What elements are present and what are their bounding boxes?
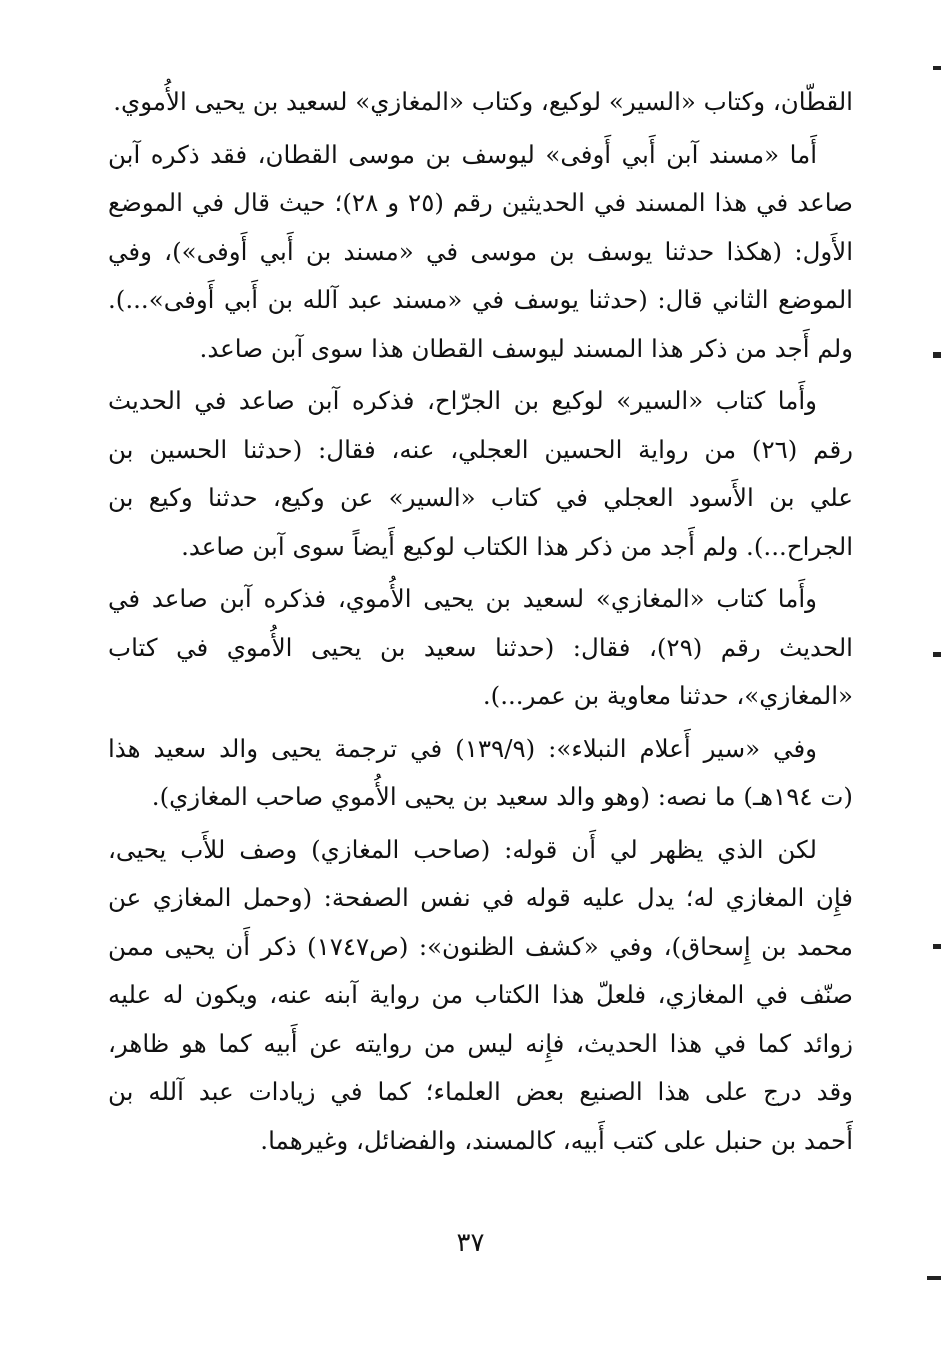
text-line: لكن الذي يظهر لي أَن قوله: (صاحب المغازي) وصف للأَب يحيى، — [108, 834, 817, 864]
paragraph-4 — [108, 575, 853, 721]
text-line: علي بن الأَسود العجلي في كتاب «السير» عن وكيع، حدثنا وكيع بن — [108, 483, 853, 512]
text-line: «المغازي»، حدثنا معاوية بن عمر...). — [482, 681, 853, 710]
text-line: الأَول: (هكذا حدثنا يوسف بن موسى في «مسند بن أَبي أَوفى»)، وفي — [108, 236, 853, 266]
text-line: رقم (٢٦) من رواية الحسين العجلي، عنه، فقال: (حدثنا الحسين بن — [108, 434, 853, 464]
scan-edge-mark — [933, 652, 941, 657]
text-line: زوائد كما في هذا الحديث، فإِنه ليس من روايته عن أَبيه كما هو ظاهر، — [108, 1028, 853, 1058]
text-line: الحديث رقم (٢٩)، فقال: (حدثنا سعيد بن يحيى الأُموي في كتاب — [108, 632, 853, 662]
text-line: وأَما كتاب «السير» لوكيع بن الجرّاح، فذكره آبن صاعد في الحديث — [108, 386, 817, 415]
paragraph-2 — [108, 131, 853, 374]
scan-edge-mark — [933, 352, 941, 358]
text-line: وأَما كتاب «المغازي» لسعيد بن يحيى الأُموي، فذكره آبن صاعد في — [108, 584, 817, 613]
text-line: أَحمد بن حنبل على كتب أَبيه، كالمسند، والفضائل، وغيرهما. — [260, 1125, 853, 1155]
scan-edge-mark — [933, 944, 941, 949]
paragraph-1 — [108, 78, 853, 127]
text-line: صنّف في المغازي، فلعلّ هذا الكتاب من رواية آبنه عنه، ويكون له عليه — [108, 980, 853, 1009]
text-line: محمد بن إِسحاق)، وفي «كشف الظنون»: (ص١٧٤٧) ذكر أَن يحيى ممن — [108, 931, 853, 961]
scan-edge-mark — [927, 1276, 941, 1280]
text-line: صاعد في هذا المسند في الحديثين رقم (٢٥ و ٢٨)؛ حيث قال في الموضع — [108, 188, 853, 217]
paragraph-5 — [108, 725, 853, 822]
body-text — [108, 78, 853, 1165]
text-line: أَما «مسند آبن أَبي أَوفى» ليوسف بن موسى القطان، فقد ذكره آبن — [108, 139, 817, 169]
text-line: ولم أَجد من ذكر هذا المسند ليوسف القطان هذا سوى آبن صاعد. — [199, 333, 853, 363]
paragraph-6 — [108, 826, 853, 1166]
text-line: الجراح...). ولم أَجد من ذكر هذا الكتاب لوكيع أَيضاً سوى آبن صاعد. — [181, 531, 853, 561]
scan-edge-mark — [933, 66, 941, 70]
text-line: الموضع الثاني قال: (حدثنا يوسف في «مسند عبد آلله بن أَبي أَوفى»...). — [108, 285, 853, 314]
text-line: وقد درج على هذا الصنيع بعض العلماء؛ كما في زيادات عبد آلله بن — [108, 1077, 853, 1106]
paragraph-3 — [108, 377, 853, 571]
text-line: (ت ١٩٤هـ) ما نصه: (وهو والد سعيد بن يحيى الأُموي صاحب المغازي). — [151, 782, 853, 811]
text-line: وفي «سير أَعلام النبلاء»: (١٣٩/٩) في ترجمة يحيى والد سعيد هذا — [108, 733, 817, 763]
page-number: ٣٧ — [456, 1228, 485, 1258]
text-line: القطّان، وكتاب «السير» لوكيع، وكتاب «المغازي» لسعيد بن يحيى الأُموي. — [113, 87, 853, 116]
text-line: فإِن المغازي له؛ يدل عليه قوله في نفس الصفحة: (وحمل المغازي عن — [108, 883, 853, 912]
